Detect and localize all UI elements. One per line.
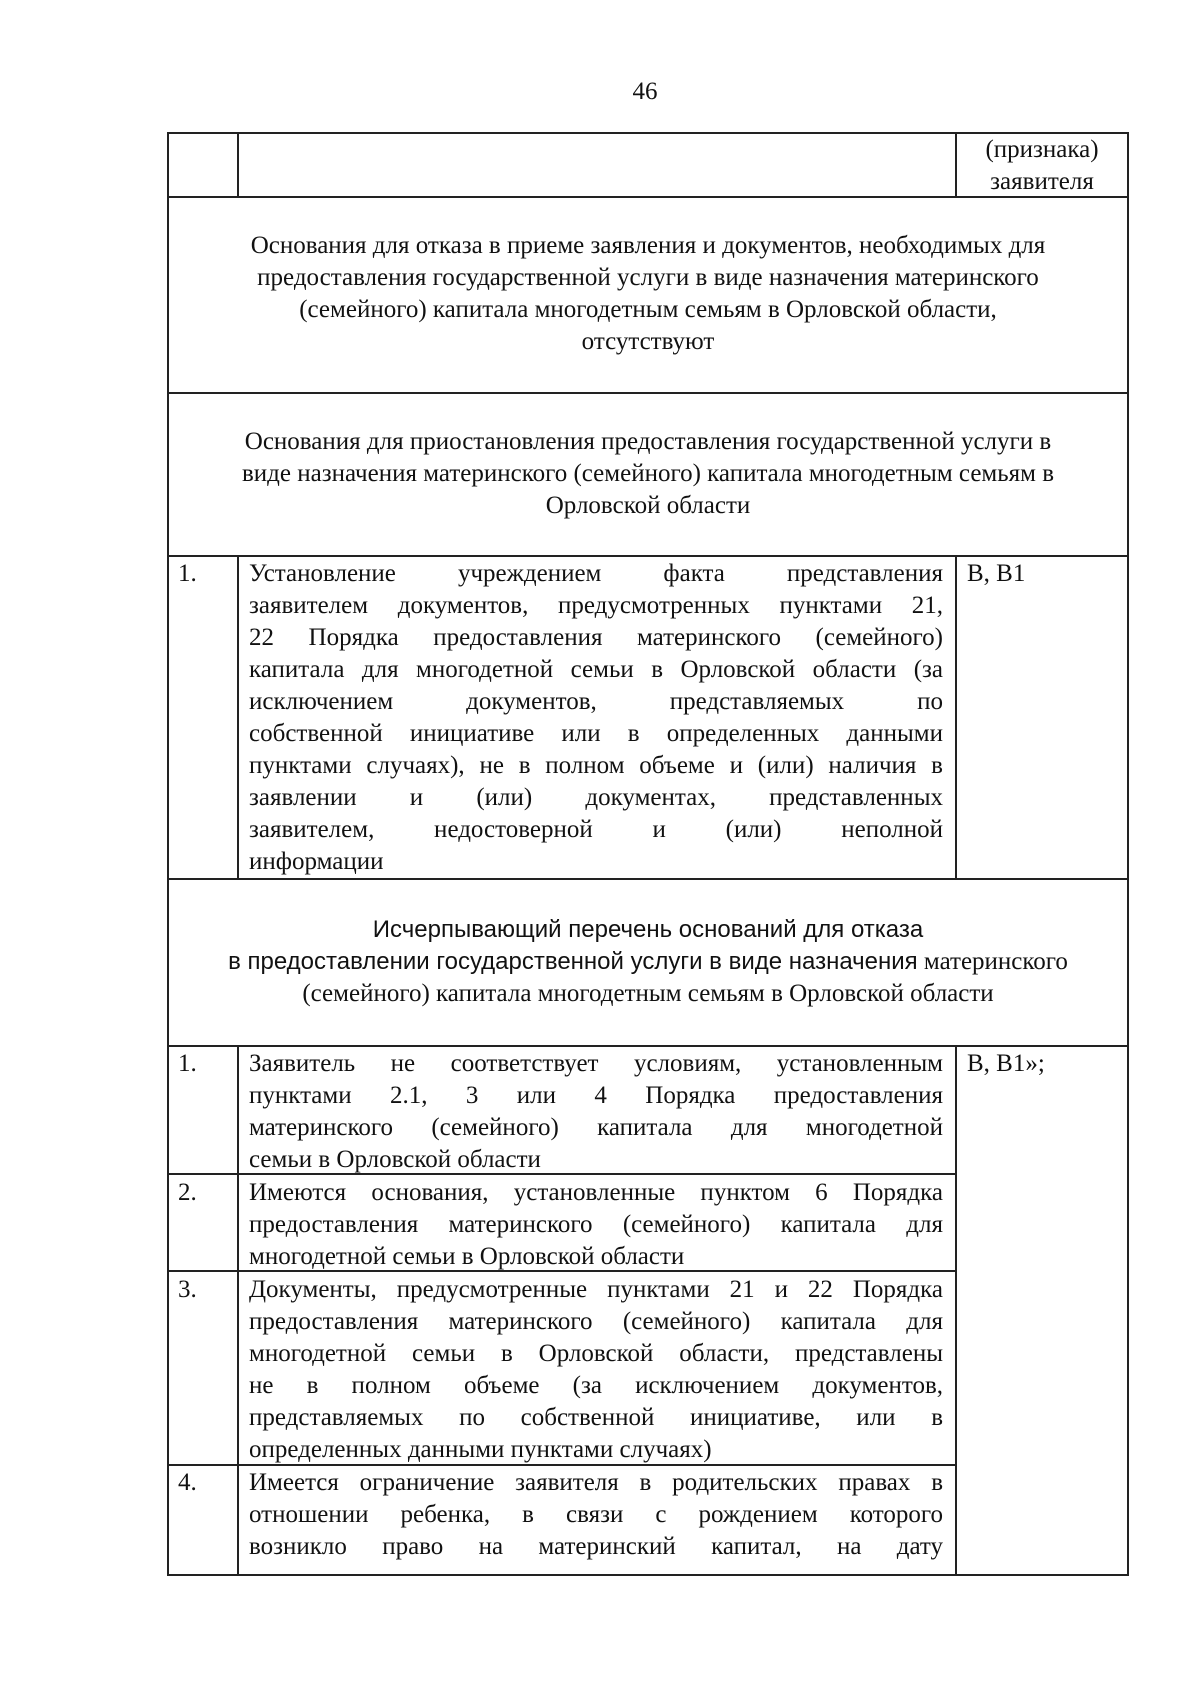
column-divider [955,1045,957,1576]
text-line: Заявитель не соответствует условиям, установленным [249,1050,943,1077]
page-number: 46 [632,78,658,105]
header-cell-criteria [957,134,1127,198]
column-divider [237,132,239,196]
title-line: отсутствуют [581,328,715,355]
title-line: (семейного) капитала многодетным семьям в Орловской области, [299,296,997,323]
text-line: определенных данными пунктами случаях) [249,1436,712,1463]
row-text [249,1177,943,1273]
text-line: не в полном объеме (за исключением документов, [249,1372,943,1399]
text-line: исключением документов, представляемых по [249,688,943,715]
title-line: в предоставлении государственной услуги в виде назначения [228,948,918,975]
text-line: пунктами 2.1, 3 или 4 Порядка предоставления [249,1082,943,1109]
row-text [249,1274,943,1466]
title-line: Основания для приостановления предоставления государственной услуги в [244,428,1052,455]
title-line: Исчерпывающий перечень оснований для отказа [372,916,924,943]
row-number: 1. [178,560,197,587]
text-line: представляемых по собственной инициативе, или в [249,1404,943,1431]
text-line: Имеются основания, установленные пунктом 6 Порядка [249,1179,943,1206]
text-line: 22 Порядка предоставления материнского (семейного) [249,624,943,651]
row-text [249,1467,943,1563]
text-line: информации [249,848,384,875]
row-text [249,558,943,878]
row-divider [167,878,1129,880]
column-divider [237,1045,239,1576]
section-title-refusal-acceptance [169,230,1127,358]
text-line: капитала для многодетной семьи в Орловской области (за [249,656,943,683]
header-line: (признака) [985,136,1099,163]
text-line: отношении ребенка, в связи с рождением которого [249,1501,943,1528]
column-divider [955,555,957,878]
row-number: 1. [178,1050,197,1077]
row-text [249,1048,943,1176]
text-line: Имеется ограничение заявителя в родительских правах в [249,1469,943,1496]
text-line: предоставления материнского (семейного) капитала для [249,1308,943,1335]
title-line: (семейного) капитала многодетным семьям в Орловской области [302,980,994,1007]
text-line: возникло право на материнский капитал, на дату [249,1533,943,1560]
text-line: Установление учреждением факта представления [249,560,943,587]
row-code: В, В1 [967,560,1026,587]
row-divider [167,555,1129,557]
text-line: многодетной семьи в Орловской области, представлены [249,1340,943,1367]
text-line: Документы, предусмотренные пунктами 21 и 22 Порядка [249,1276,943,1303]
text-line: заявлении и (или) документах, представленных [249,784,943,811]
title-line: предоставления государственной услуги в виде назначения материнского [257,264,1039,291]
text-line: многодетной семьи в Орловской области [249,1243,685,1270]
row-number: 2. [178,1179,197,1206]
row-divider [167,1045,1129,1047]
row-number: 4. [178,1469,197,1496]
row-code: В, В1»; [967,1050,1045,1077]
header-line: заявителя [990,168,1094,195]
section-title-refusal-service [169,914,1127,1010]
title-line-tail: материнского [923,948,1068,975]
row-divider [167,392,1129,394]
title-line: Основания для отказа в приеме заявления и документов, необходимых для [250,232,1046,259]
text-line: предоставления материнского (семейного) капитала для [249,1211,943,1238]
text-line: заявителем документов, предусмотренных пунктами 21, [249,592,943,619]
text-line: материнского (семейного) капитала для многодетной [249,1114,943,1141]
text-line: собственной инициативе или в определенных данными [249,720,943,747]
column-divider [237,555,239,878]
row-number: 3. [178,1276,197,1303]
section-title-suspension [169,426,1127,522]
text-line: заявителем, недостоверной и (или) неполной [249,816,943,843]
text-line: семьи в Орловской области [249,1146,541,1173]
title-line: виде назначения материнского (семейного) капитала многодетным семьям в [241,460,1055,487]
text-line: пунктами случаях), не в полном объеме и (или) наличия в [249,752,943,779]
title-line: Орловской области [545,492,751,519]
